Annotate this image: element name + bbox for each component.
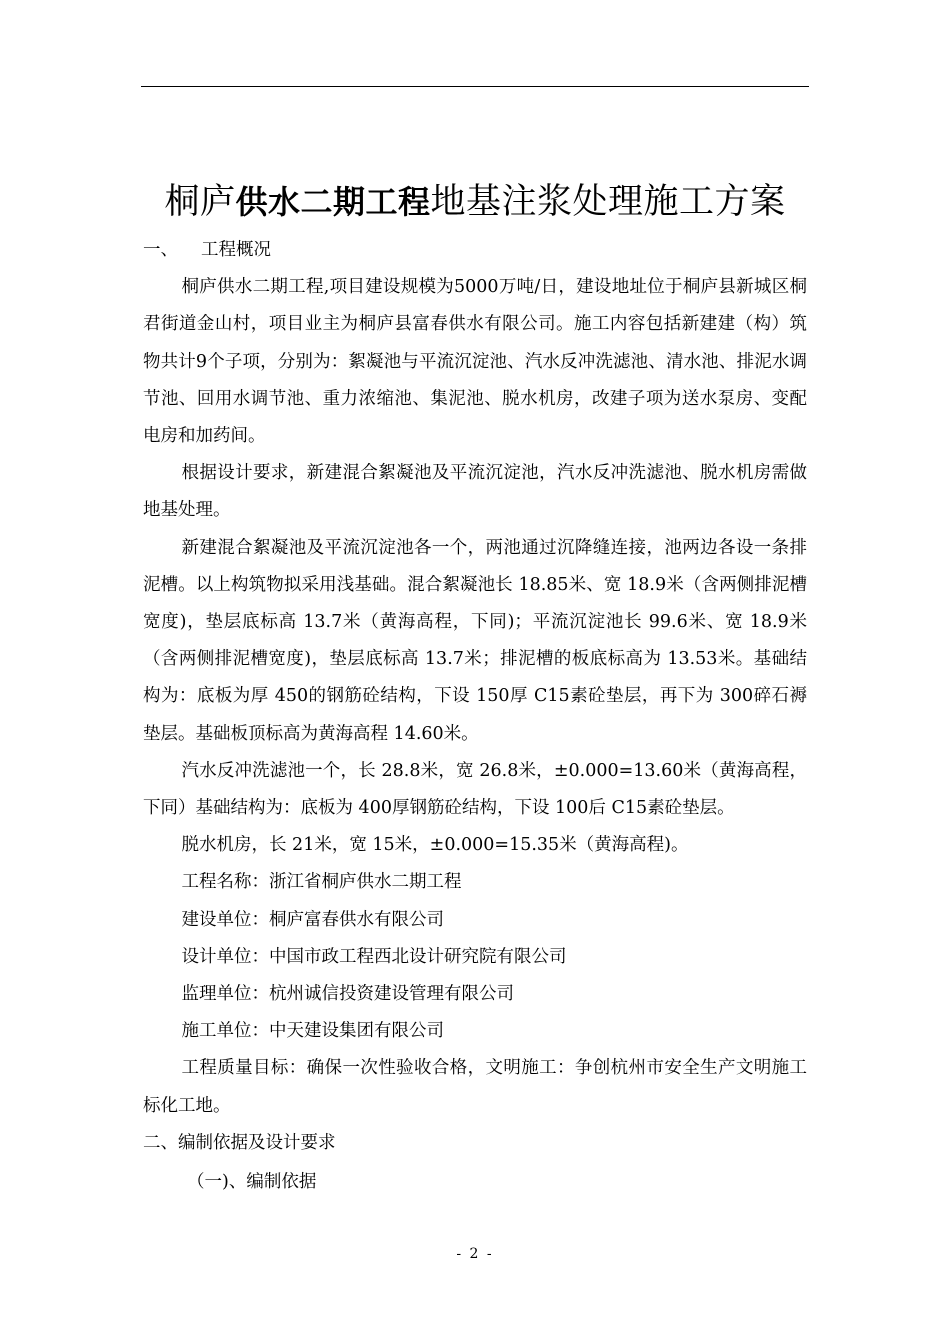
paragraph-overview: 桐庐供水二期工程,项目建设规模为5000万吨/日，建设地址位于桐庐县新城区桐君街道金山村，项目业主为桐庐县富春供水有限公司。施工内容包括新建建（构）筑物共计9个子项，分别为：絮凝池与平流沉淀池、汽水反冲洗滤池、清水池、排泥水调节池、回用水调节池、重力浓缩池、集泥池、脱水机房，改建子项为送水泵房、变配电房和加药间。 [143, 277, 807, 447]
title-part-3: 地基注浆处理施工方案 [430, 182, 786, 222]
paragraph-project-name: 工程名称：浙江省桐庐供水二期工程 [181, 872, 462, 893]
paragraph-design-unit: 设计单位：中国市政工程西北设计研究院有限公司 [181, 946, 567, 967]
paragraph-owner-unit: 建设单位：桐庐富春供水有限公司 [181, 909, 444, 930]
header-rule [141, 86, 809, 87]
document-body [143, 232, 807, 1201]
paragraph-supervision-unit: 监理单位：杭州诚信投资建设管理有限公司 [181, 984, 514, 1005]
page-number: - 2 - [456, 1246, 494, 1262]
paragraph-dewatering-room: 脱水机房，长 21米，宽 15米，±0.000=15.35米（黄海高程)。 [181, 835, 689, 856]
paragraph-filter-tank: 汽水反冲洗滤池一个，长 28.8米，宽 26.8米，±0.000=13.60米（黄海高程，下同）基础结构为：底板为 400厚钢筋砼结构，下设 100后 C15素砼垫层。 [143, 760, 807, 819]
paragraph-design-requirement: 根据设计要求，新建混合絮凝池及平流沉淀池，汽水反冲洗滤池、脱水机房需做地基处理。 [143, 463, 807, 521]
section-heading-2: 二、编制依据及设计要求 [143, 1132, 336, 1153]
paragraph-construction-unit: 施工单位：中天建设集团有限公司 [181, 1021, 444, 1042]
section-title-1: 工程概况 [201, 240, 271, 260]
document-title [141, 176, 809, 228]
subsection-heading: （一)、编制依据 [187, 1172, 317, 1193]
section-number-1: 一、 [143, 240, 178, 260]
section-heading-1 [143, 232, 807, 269]
title-part-2: 供水二期工程 [235, 183, 431, 221]
paragraph-flocculation-tank: 新建混合絮凝池及平流沉淀池各一个，两池通过沉降缝连接，池两边各设一条排泥槽。以上构筑物拟采用浅基础。混合絮凝池长 18.85米、宽 18.9米（含两侧排泥槽宽度)，垫层底标高 13.7米（黄海高程，下同)；平流沉淀池长 99.6米、宽 18.9米（含两侧排泥槽宽度)，垫层底标高 13.7米；排泥槽的板底标高为 13.53米。基础结构为：底板为厚 450的钢筋砼结构，下设 150厚 C15素砼垫层，再下为 300碎石褥垫层。基础板顶标高为黄海高程 14.60米。 [143, 537, 807, 744]
title-part-1: 桐庐 [164, 182, 236, 222]
paragraph-quality-target: 工程质量目标：确保一次性验收合格，文明施工：争创杭州市安全生产文明施工标化工地。 [143, 1058, 807, 1116]
